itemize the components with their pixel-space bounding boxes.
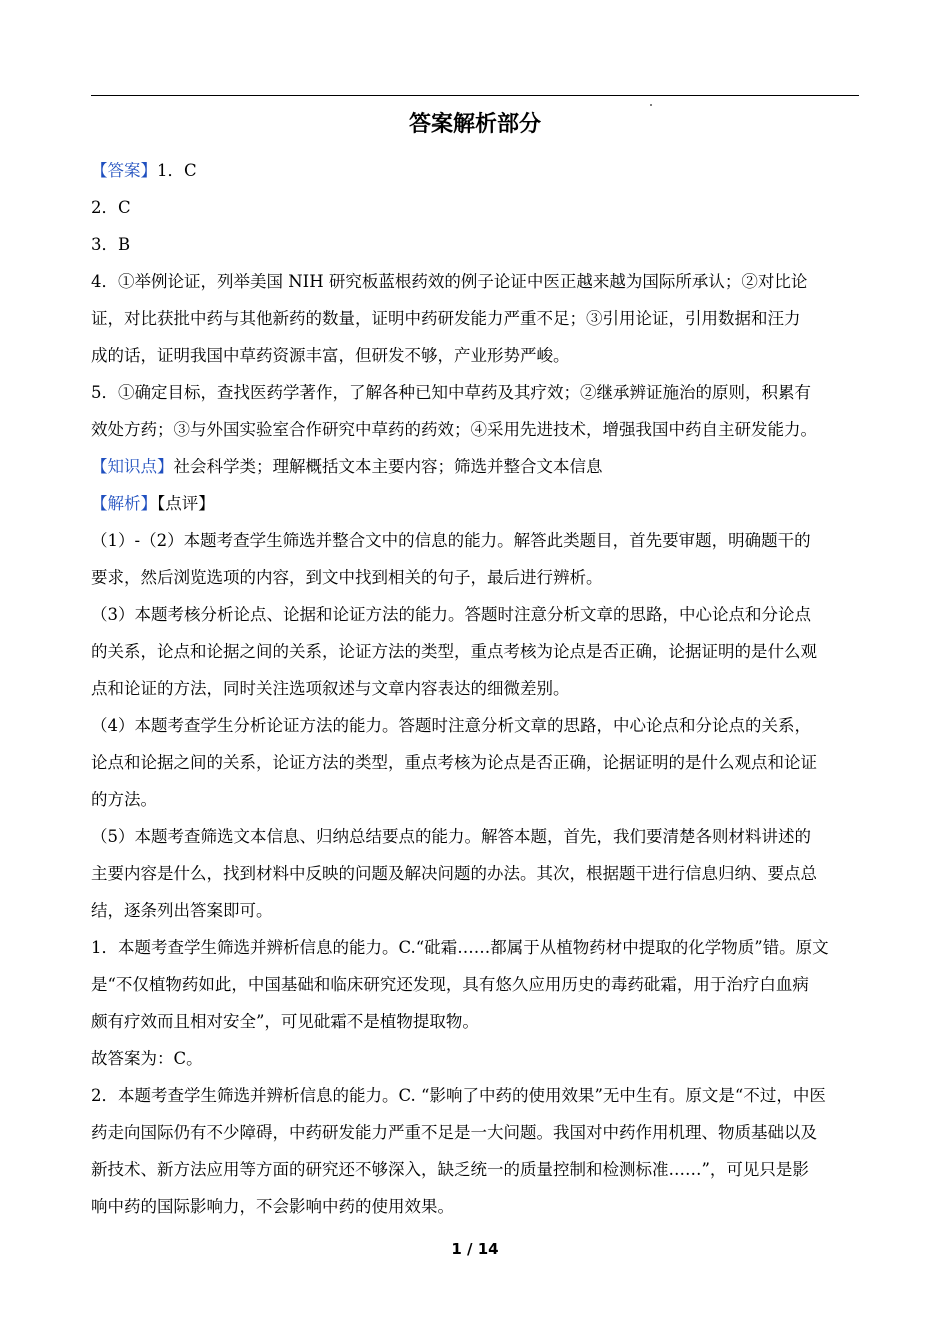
- analysis-text-line: 的方法。: [91, 790, 157, 809]
- header-dot: [650, 104, 652, 106]
- answer-text-line: 效处方药；③与外国实验室合作研究中草药的药效；④采用先进技术，增强我国中药自主研发能力。: [91, 420, 817, 439]
- analysis-text: [91, 522, 861, 1225]
- analysis-text-line: （3）本题考核分析论点、论据和论证方法的能力。答题时注意分析文章的思路，中心论点和分论点: [91, 605, 811, 624]
- analysis-text-line: 要求，然后浏览选项的内容，到文中找到相关的句子，最后进行辨析。: [91, 568, 603, 587]
- analysis-tag: 【解析】: [91, 494, 157, 513]
- answer-text-line: 2．C: [91, 198, 131, 217]
- analysis-text-line: 1．本题考查学生筛选并辨析信息的能力。C.“砒霜……都属于从植物药材中提取的化学物质”错。原文: [91, 938, 829, 957]
- answer-list: [91, 189, 861, 448]
- analysis-text-line: 论点和论据之间的关系，论证方法的类型，重点考核为论点是否正确，论据证明的是什么观点和论证: [91, 753, 817, 772]
- analysis-text-line: 药走向国际仍有不少障碍，中药研发能力严重不足是一大问题。我国对中药作用机理、物质基础以及: [91, 1123, 817, 1142]
- analysis-text-line: 结，逐条列出答案即可。: [91, 901, 273, 920]
- analysis-text-line: 2．本题考查学生筛选并辨析信息的能力。C. “影响了中药的使用效果”无中生有。原文是“不过，中医: [91, 1086, 826, 1105]
- answer-text-line: 成的话，证明我国中草药资源丰富，但研发不够，产业形势严峻。: [91, 346, 570, 365]
- knowledge-line: [91, 448, 861, 485]
- answer-text-line: 4．①举例论证，列举美国 NIH 研究板蓝根药效的例子论证中医正越来越为国际所承认；②对比论: [91, 272, 808, 291]
- answer-first: 1．C: [157, 161, 197, 180]
- knowledge-tag: 【知识点】: [91, 457, 174, 476]
- answer-text-line: 证，对比获批中药与其他新药的数量，证明中药研发能力严重不足；③引用论证，引用数据和汪力: [91, 309, 801, 328]
- answer-line: [91, 152, 861, 189]
- analysis-text-line: 新技术、新方法应用等方面的研究还不够深入，缺乏统一的质量控制和检测标准……”，可见只是影: [91, 1160, 809, 1179]
- page-title: 答案解析部分: [408, 112, 541, 137]
- analysis-text-line: 颇有疗效而且相对安全”，可见砒霜不是植物提取物。: [91, 1012, 479, 1031]
- analysis-text-line: 故答案为：C。: [91, 1049, 203, 1068]
- analysis-text-line: 是“不仅植物药如此，中国基础和临床研究还发现，具有悠久应用历史的毒药砒霜，用于治疗白血病: [91, 975, 809, 994]
- analysis-text-line: 点和论证的方法，同时关注选项叙述与文章内容表达的细微差别。: [91, 679, 570, 698]
- answer-text-line: 5．①确定目标，查找医药学著作，了解各种已知中草药及其疗效；②继承辨证施治的原则，积累有: [91, 383, 811, 402]
- analysis-text-line: 主要内容是什么，找到材料中反映的问题及解决问题的办法。其次，根据题干进行信息归纳、要点总: [91, 864, 817, 883]
- comment-tag: 【点评】: [157, 494, 215, 513]
- page-number: 1 / 14: [451, 1240, 499, 1258]
- answer-tag: 【答案】: [91, 161, 157, 180]
- analysis-text-line: 响中药的国际影响力，不会影响中药的使用效果。: [91, 1197, 454, 1216]
- analysis-text-line: 的关系，论点和论据之间的关系，论证方法的类型，重点考核为论点是否正确，论据证明的是什么观: [91, 642, 817, 661]
- analysis-text-line: （1）-（2）本题考查学生筛选并整合文中的信息的能力。解答此类题目，首先要审题，明确题干的: [91, 531, 811, 550]
- analysis-line: [91, 485, 861, 522]
- analysis-text-line: （4）本题考查学生分析论证方法的能力。答题时注意分析文章的思路，中心论点和分论点的关系，: [91, 716, 811, 735]
- analysis-text-line: （5）本题考查筛选文本信息、归纳总结要点的能力。解答本题，首先，我们要清楚各则材料讲述的: [91, 827, 811, 846]
- header-rule: [91, 95, 859, 96]
- document-body: [91, 152, 861, 1225]
- knowledge-text: 社会科学类；理解概括文本主要内容；筛选并整合文本信息: [173, 457, 603, 476]
- answer-text-line: 3．B: [91, 235, 131, 254]
